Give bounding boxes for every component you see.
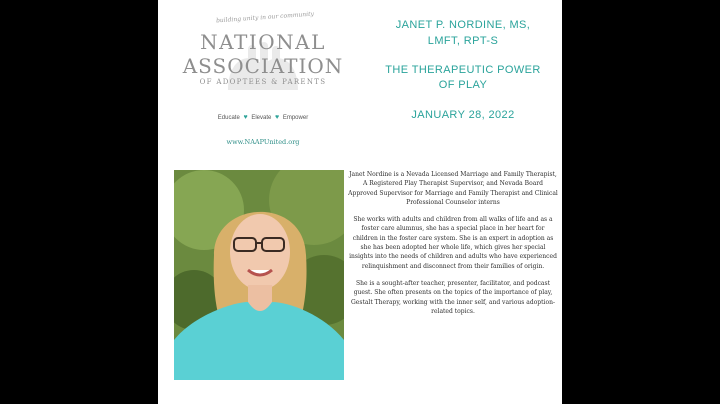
heart-icon: ♥: [243, 114, 248, 121]
bio-paragraph: She is a sought-after teacher, presenter, facilitator, and podcast guest. She often presents on the topics of the importance of play, Gestalt Therapy, working with the inner self, and various adoption-related topics.: [351, 279, 555, 315]
bio-paragraph: Janet Nordine is a Nevada Licensed Marriage and Family Therapist, A Registered Play Therapist Supervisor, and Nevada Board Approved Supervisor for Marriage and Family Therapist and Clinical Professional Counselor interns: [348, 171, 558, 206]
speaker-photo: [174, 170, 344, 380]
talk-title: [368, 63, 558, 93]
promo-card: [158, 0, 562, 404]
bio-paragraph: She works with adults and children from all walks of life and as a foster care alumnus, she has a special place in her heart for children in the foster care system. She is an expert in adoption as she has been adopted her whole life, which gives her special insights into the needs of children and adults who have experienced relinquishment and disconnect from their families of origin.: [349, 216, 557, 270]
value-elevate: Elevate: [251, 115, 272, 121]
speaker-bio: [348, 170, 558, 324]
talk-title-line1: THE THERAPEUTIC POWER: [385, 64, 541, 76]
speaker-name-line2: LMFT, RPT-S: [427, 35, 499, 47]
logo-line-national: NATIONAL: [200, 30, 326, 54]
talk-title-line2: OF PLAY: [438, 79, 488, 91]
values-row: [198, 114, 328, 121]
logo-subtitle: OF ADOPTEES & PARENTS: [199, 78, 327, 86]
logo-tagline: building unity in our community: [215, 10, 315, 25]
value-empower: Empower: [282, 115, 309, 121]
logo-line-association: ASSOCIATION: [182, 54, 344, 78]
heart-icon: ♥: [275, 114, 280, 121]
value-educate: Educate: [217, 115, 240, 121]
website-link[interactable]: www.NAAPUnited.org: [226, 138, 300, 146]
speaker-name-line1: JANET P. NORDINE, MS,: [395, 19, 531, 31]
event-date: JANUARY 28, 2022: [411, 109, 515, 121]
speaker-name: [368, 17, 558, 49]
